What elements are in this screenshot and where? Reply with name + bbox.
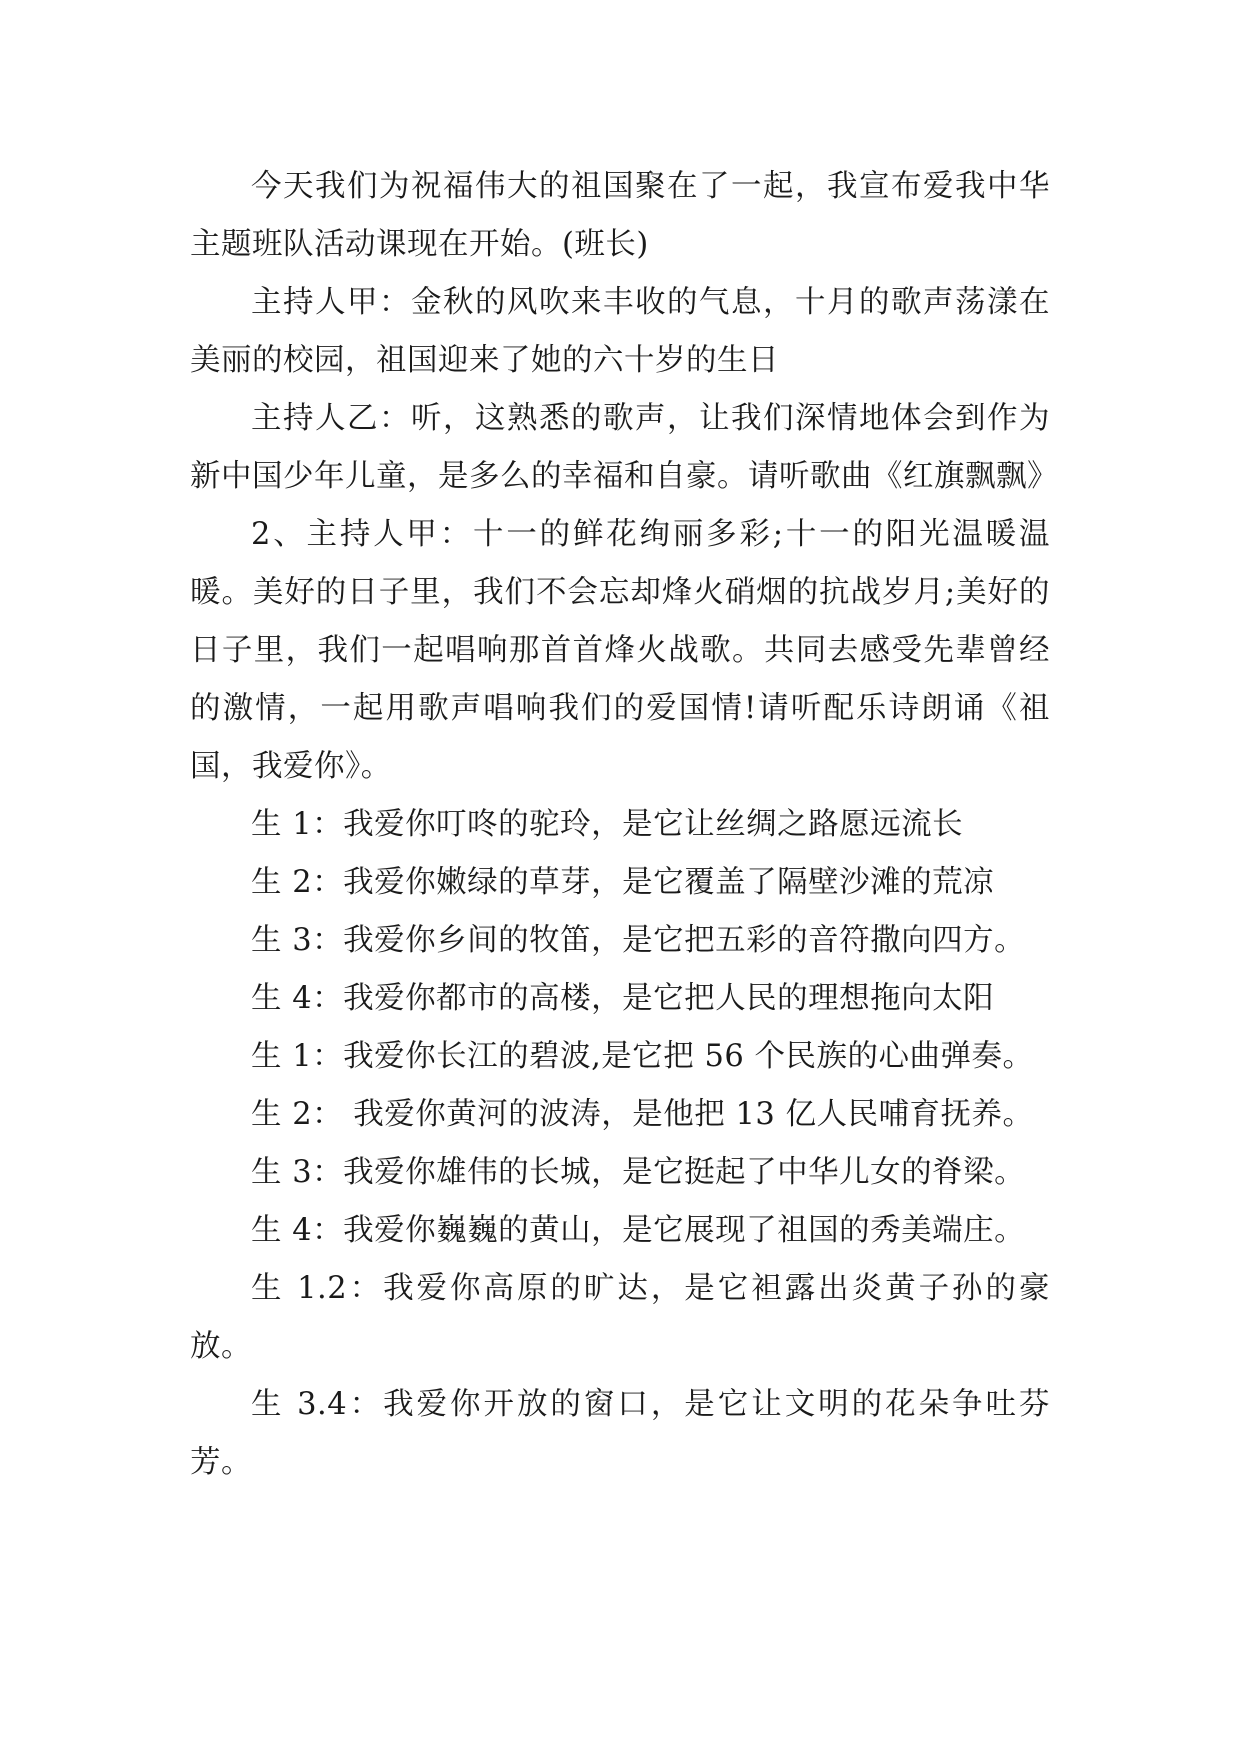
- paragraph-student-2-b: 生 2： 我爱你黄河的波涛，是他把 13 亿人民哺育抚养。: [251, 1097, 1034, 1132]
- paragraph-opening: 今天我们为祝福伟大的祖国聚在了一起，我宣布爱我中华主题班队活动课现在开始。(班长): [190, 169, 1050, 262]
- paragraph-student-4: 生 4：我爱你都市的高楼，是它把人民的理想拖向太阳: [251, 981, 995, 1016]
- paragraph-student-2: 生 2：我爱你嫩绿的草芽，是它覆盖了隔壁沙滩的荒凉: [251, 865, 995, 900]
- paragraph-host-b-1: 主持人乙：听，这熟悉的歌声，让我们深情地体会到作为新中国少年儿童，是多么的幸福和自豪。请听歌曲《红旗飘飘》: [190, 401, 1058, 494]
- paragraph-student-3-b: 生 3：我爱你雄伟的长城，是它挺起了中华儿女的脊梁。: [251, 1155, 1026, 1190]
- document-body: [190, 158, 1058, 1492]
- paragraph-student-4-b: 生 4：我爱你巍巍的黄山，是它展现了祖国的秀美端庄。: [251, 1213, 1026, 1248]
- paragraph-student-3-4: 生 3.4：我爱你开放的窗口，是它让文明的花朵争吐芬芳。: [190, 1387, 1050, 1480]
- paragraph-host-a-1: 主持人甲：金秋的风吹来丰收的气息，十月的歌声荡漾在美丽的校园，祖国迎来了她的六十岁的生日: [190, 285, 1050, 378]
- paragraph-student-1: 生 1：我爱你叮咚的驼玲，是它让丝绸之路愿远流长: [251, 807, 964, 842]
- paragraph-host-a-2: 2、主持人甲：十一的鲜花绚丽多彩;十一的阳光温暖温暖。美好的日子里，我们不会忘却烽火硝烟的抗战岁月;美好的日子里，我们一起唱响那首首烽火战歌。共同去感受先辈曾经的激情，一起用歌声唱响我们的爱国情!请听配乐诗朗诵《祖国，我爱你》。: [190, 517, 1050, 784]
- paragraph-student-3: 生 3：我爱你乡间的牧笛，是它把五彩的音符撒向四方。: [251, 923, 1026, 958]
- paragraph-student-1-b: 生 1：我爱你长江的碧波,是它把 56 个民族的心曲弹奏。: [251, 1039, 1034, 1074]
- paragraph-student-1-2: 生 1.2：我爱你高原的旷达，是它袒露出炎黄子孙的豪放。: [190, 1271, 1050, 1364]
